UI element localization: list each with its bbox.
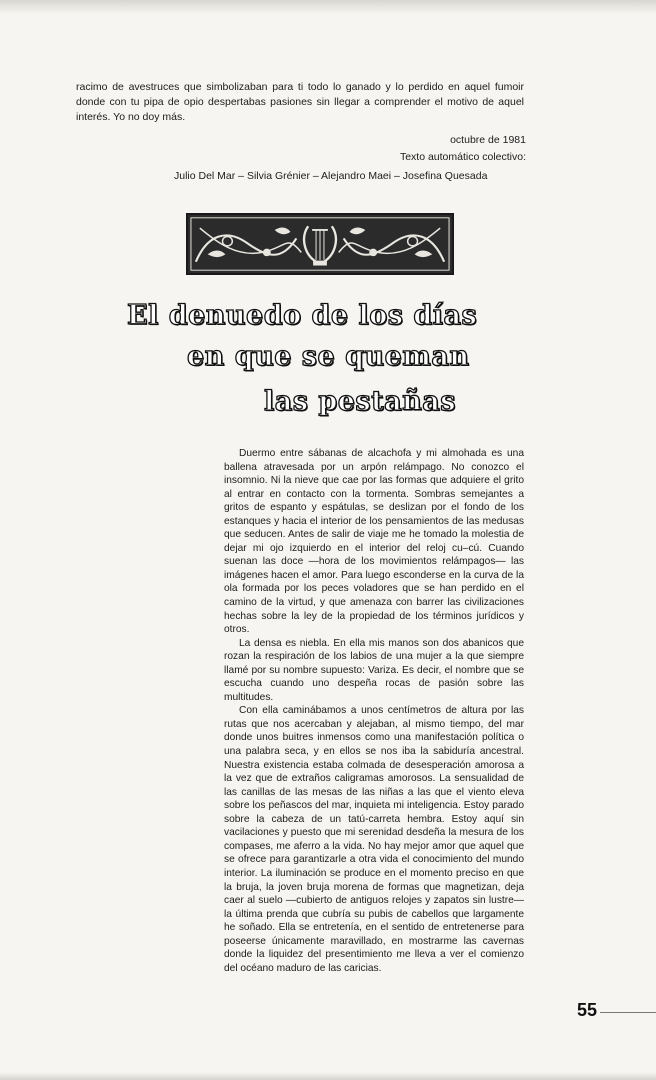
margin-rule <box>600 1012 656 1013</box>
lyre-ornament-icon <box>188 215 452 273</box>
article-title-line-3: las pestañas <box>264 386 456 417</box>
signature-authors: Julio Del Mar – Silvia Grénier – Alejandro Maei – Josefina Quesada <box>174 170 488 182</box>
page-number: 55 <box>577 1000 598 1020</box>
article-body <box>224 447 524 975</box>
scan-top-edge <box>0 0 656 14</box>
signature-date: octubre de 1981 <box>450 134 526 146</box>
signature-label: Texto automático colectivo: <box>399 151 526 163</box>
article-title-line-1: El denuedo de los días <box>127 300 478 331</box>
lyre-ornament-vignette <box>186 213 454 275</box>
body-paragraph-3: Con ella caminábamos a unos centímetros de altura por las rutas que nos acercaban y alejaban, al mismo tiempo, del mar donde unos buitres inmensos como una manifestación política o una palabra seca, y en ellos se nos iba la sabiduría ancestral. Nuestra existencia estaba colmada de desesperación amorosa a la vez que de extraños caligramas amorosos. La sensualidad de las canillas de las mesas de las niñas a las que el viento eleva sobre los peñascos del mar, inquieta mi inteligencia. Estoy parado sobre la cabeza de un tatú-carreta hembra. Estoy aquí sin vacilaciones y puesto que mi serenidad desdeña la mesura de los compases, me aferro a la vida. No hay mejor amor que aquel que se ofrece para garantizarle a otra vida el conocimiento del mundo interior. La iluminación se produce en el momento preciso en que la bruja, la joven bruja morena de formas que magnetizan, deja caer al suelo —cubierto de antiguos relojes y zapatos sin lustre— la última prenda que cubría su pubis de cabellos que largamente he soñado. Ella se entretenía, en el sentido de entretenerse para poseerse únicamente maravillado, en mostrarme las cavernas donde la liquidez del presentimiento me lleva a ver el comienzo del océano maduro de las caricias. <box>224 705 524 974</box>
previous-text-ending: racimo de avestruces que simbolizaban para ti todo lo ganado y lo perdido en aquel fumoir donde con tu pipa de opio despertabas pasiones sin llegar a comprender el motivo de aquel interés. Yo no doy más. <box>76 81 524 123</box>
article-title-line-2: en que se queman <box>187 341 470 372</box>
body-paragraph-2: La densa es niebla. En ella mis manos son dos abanicos que rozan la respiración de los labios de una mujer a la que siempre llamé por su nombre supuesto: Variza. Es decir, el nombre que se escucha cuando uno despeña rocas de pasión sobre las multitudes. <box>224 637 524 703</box>
scan-bottom-edge <box>0 1072 656 1080</box>
body-paragraph-1: Duermo entre sábanas de alcachofa y mi almohada es una ballena atravesada por un arpón relámpago. No conozco el insomnio. Ni la nieve que cae por las formas que adquiere el grito al entrar en contacto con la tormenta. Sombras semejantes a gritos de espanto y espátulas, se deslizan por el fondo de los estanques y hacia el interior de los pensamientos de las medusas que seducen. Antes de salir de viaje me he tomado la molestia de dejar mi ojo izquierdo en el interior del reloj cu–cú. Cuando suenan las doce —hora de los movimientos relámpagos— las imágenes hacen el amor. Para luego esconderse en la curva de la ola formada por los peces voladores que se han perdido en el camino de la virtud, y que amenaza con barrer las civilizaciones hechas sobre la ley de la propiedad de los términos jurídicos y otros. <box>224 448 524 636</box>
